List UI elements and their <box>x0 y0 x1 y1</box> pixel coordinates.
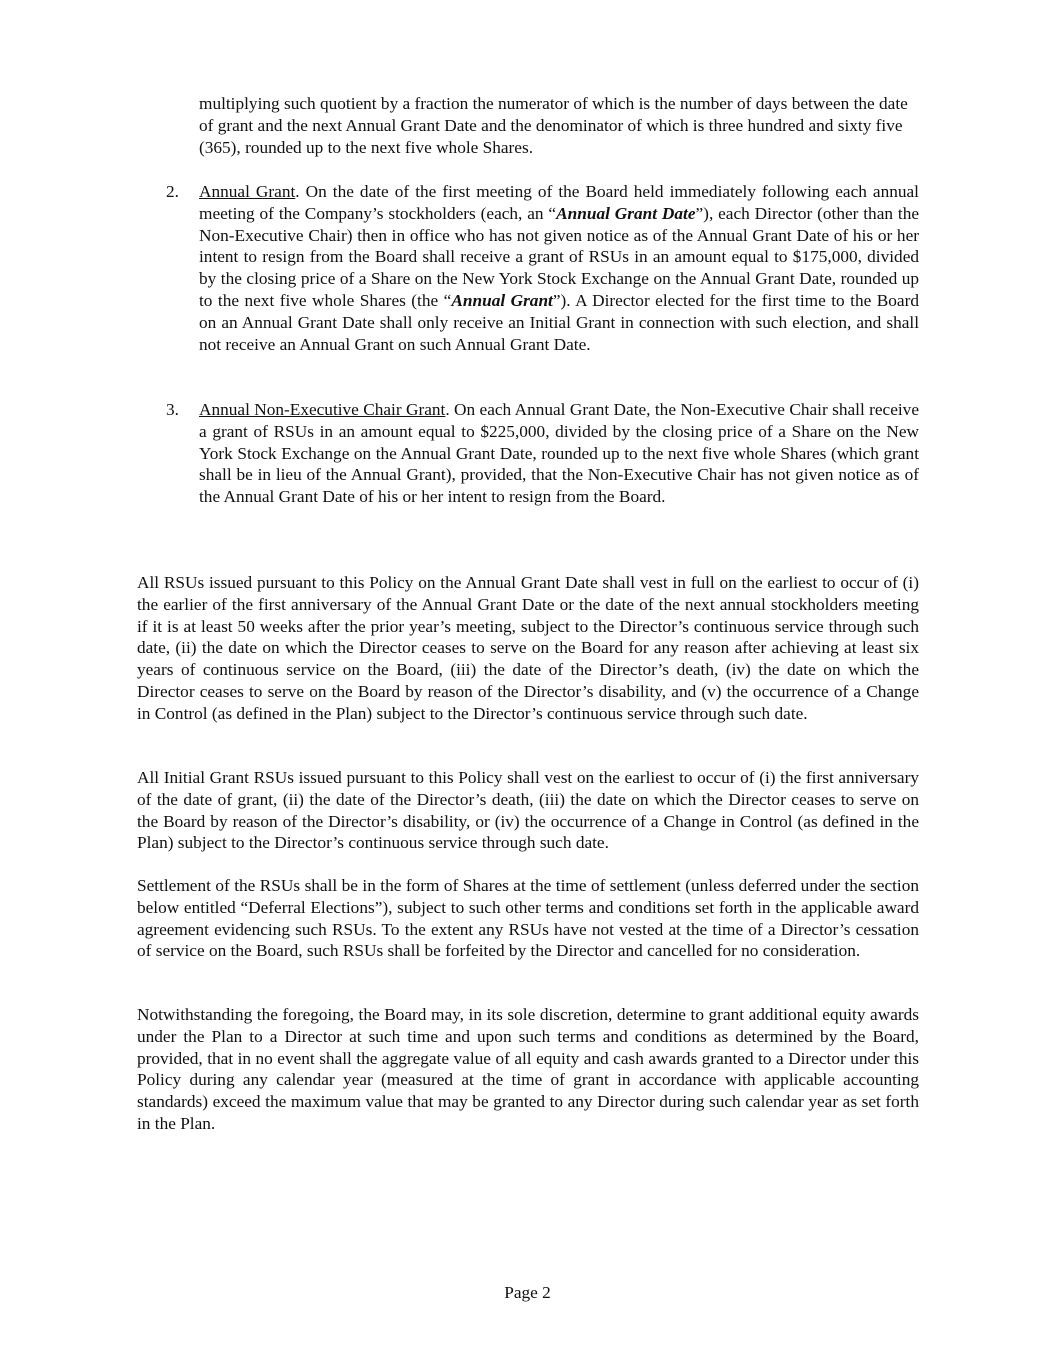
list-item-text: . On the date of the first meeting of the Board held immediately following each annual meeting of the Company’s stockholders (each, an “ <box>199 182 919 223</box>
list-item-number: 2. <box>166 182 179 201</box>
defined-term: Annual Grant <box>451 290 553 310</box>
list-item-body <box>199 181 919 355</box>
list-item-heading: Annual Non-Executive Chair Grant <box>199 400 446 419</box>
paragraph-additional-awards: Notwithstanding the foregoing, the Board may, in its sole discretion, determine to grant additional equity awards under the Plan to a Director at such time and upon such terms and conditions as determined by the Board, provided, that in no event shall the aggregate value of all equity and cash awards granted to a Director under this Policy during any calendar year (measured at the time of grant in accordance with applicable accounting standards) exceed the maximum value that may be granted to any Director during such calendar year as set forth in the Plan. <box>137 1005 919 1133</box>
page-number: Page 2 <box>504 1283 551 1302</box>
paragraph-initial-vesting: All Initial Grant RSUs issued pursuant to this Policy shall vest on the earliest to occur of (i) the first anniversary of the date of grant, (ii) the date of the Director’s death, (iii) the date on which the Director ceases to serve on the Board by reason of the Director’s disability, or (iv) the occurrence of a Change in Control (as defined in the Plan) subject to the Director’s continuous service through such date. <box>137 768 919 853</box>
continued-paragraph: multiplying such quotient by a fraction the numerator of which is the number of days between the date of grant and the next Annual Grant Date and the denominator of which is three hundred and sixty five (365), rounded up to the next five whole Shares. <box>199 94 908 157</box>
paragraph-settlement: Settlement of the RSUs shall be in the form of Shares at the time of settlement (unless deferred under the section below entitled “Deferral Elections”), subject to such other terms and conditions set forth in the applicable award agreement evidencing such RSUs. To the extent any RSUs have not vested at the time of a Director’s cessation of service on the Board, such RSUs shall be forfeited by the Director and cancelled for no consideration. <box>137 876 919 961</box>
paragraph-annual-vesting: All RSUs issued pursuant to this Policy on the Annual Grant Date shall vest in full on the earliest to occur of (i) the earlier of the first anniversary of the Annual Grant Date or the date of the next annual stockholders meeting if it is at least 50 weeks after the prior year’s meeting, subject to the Director’s continuous service through such date, (ii) the date on which the Director ceases to serve on the Board for any reason after achieving at least six years of continuous service on the Board, (iii) the date of the Director’s death, (iv) the date on which the Director ceases to serve on the Board by reason of the Director’s disability, and (v) the occurrence of a Change in Control (as defined in the Plan) subject to the Director’s continuous service through such date. <box>137 573 919 723</box>
list-item-number: 3. <box>166 400 179 419</box>
list-item-text: ”). A Director elected for the first time to the Board on an Annual Grant Date shall only receive an Initial Grant in connection with such election, and shall not receive an Annual Grant on such Annual Grant Date. <box>199 290 919 354</box>
list-item-annual-grant <box>166 181 919 355</box>
list-item-text: ”), each Director (other than the Non-Executive Chair) then in office who has not given notice as of the Annual Grant Date of his or her intent to resign from the Board shall receive a grant of RSUs in an amount equal to $175,000, divided by the closing price of a Share on the New York Stock Exchange on the Annual Grant Date, rounded up to the next five whole Shares (the “ <box>199 203 919 310</box>
list-item-annual-non-executive-chair-grant <box>166 399 919 508</box>
defined-term: Annual Grant Date <box>556 203 696 223</box>
list-item-heading: Annual Grant <box>199 182 296 201</box>
list-item-body <box>199 399 919 508</box>
list-item-text: . On each Annual Grant Date, the Non-Executive Chair shall receive a grant of RSUs in an amount equal to $225,000, divided by the closing price of a Share on the New York Stock Exchange on the Annual Grant Date, rounded up to the next five whole Shares (which grant shall be in lieu of the Annual Grant), provided, that the Non-Executive Chair has not given notice as of the Annual Grant Date of his or her intent to resign from the Board. <box>199 400 919 507</box>
